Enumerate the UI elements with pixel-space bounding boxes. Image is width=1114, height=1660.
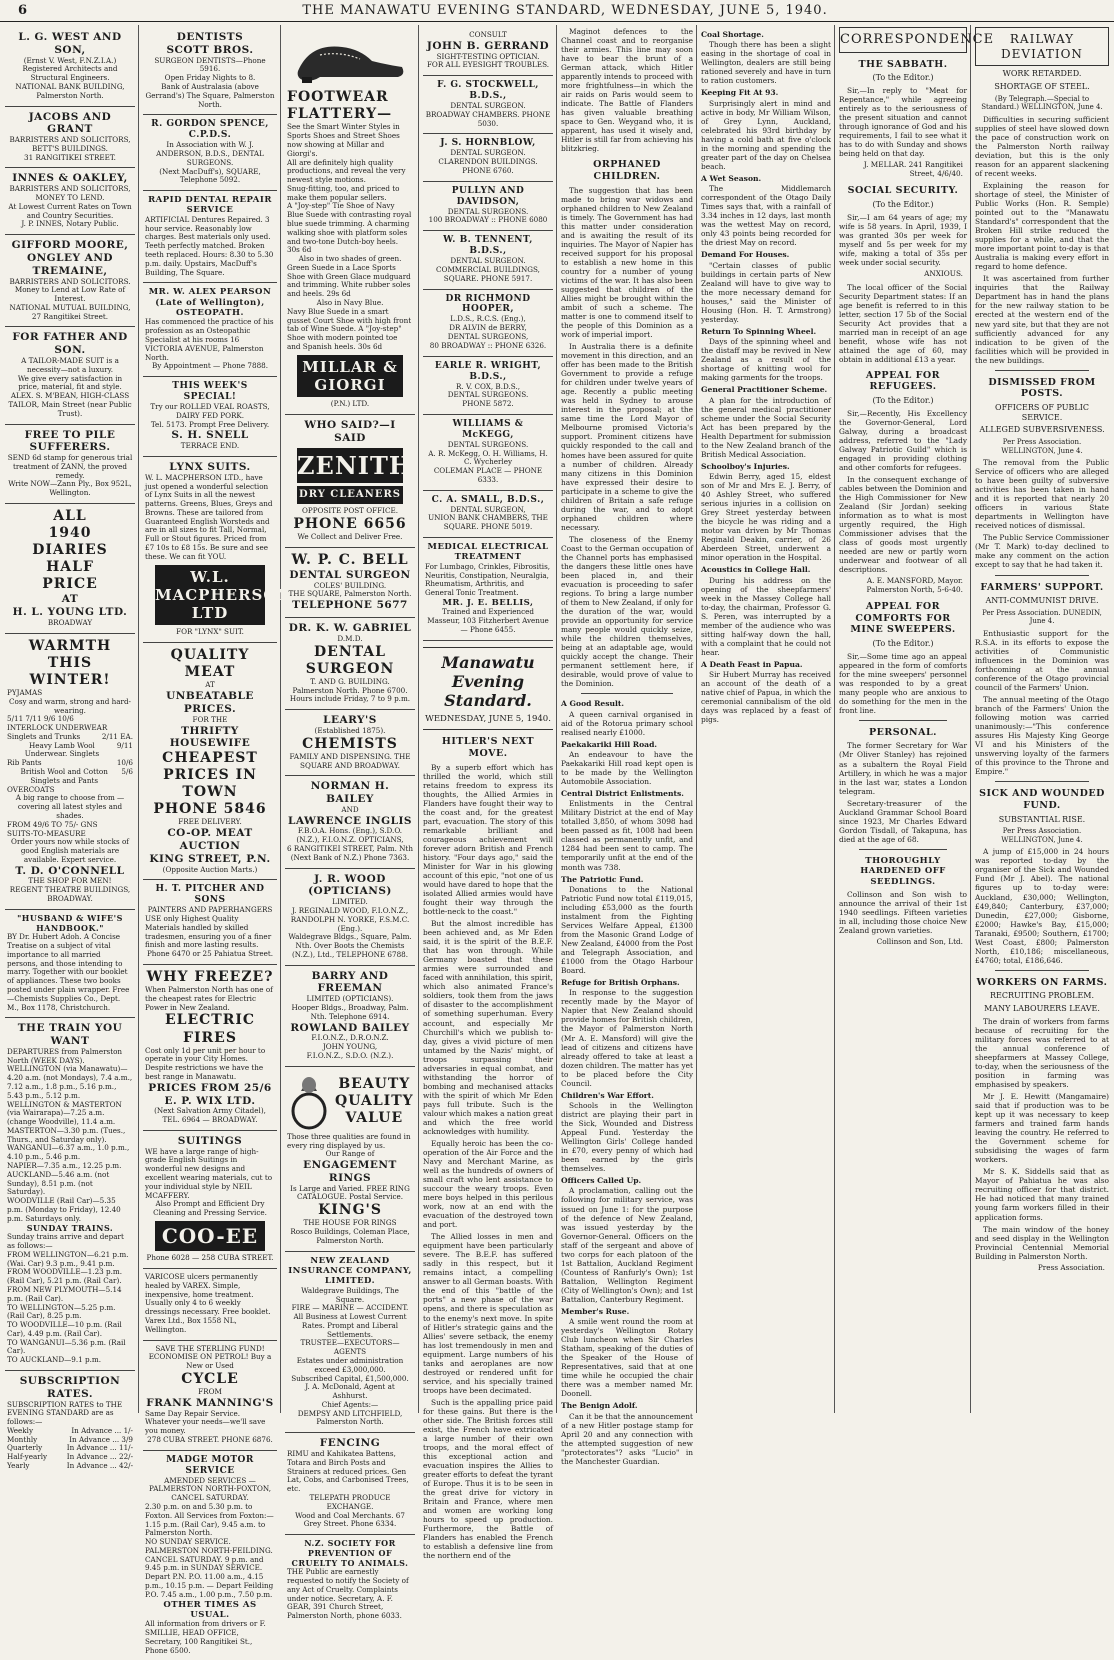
train-line: Sunday trains arrive and depart as follows:—: [7, 1232, 124, 1251]
kings-rings-advert: BEAUTY QUALITY VALUE Those three qualities are found in every ring displayed by us. Our Range of ENGAGEMENT RINGS Is Large and Varied. FREE RING CATALOGUE. Postal Service. KING'S THE HOUSE FOR RINGS Rosco Buildings, Coleman Place, Palmerston North.: [285, 1067, 415, 1252]
pitcher-advert: H. T. PITCHER AND SONS PAINTERS AND PAPERHANGERS USE only Highest Quality Materials handled by skilled tradesmen, ensuring you of a finer finish and more lasting results. Phone 6470 or 25 Pahiatua Street.: [143, 880, 277, 965]
news-note-text: A proclamation, calling out the following for military service, was issued on June 1: for the purpose of the defence of New Zealand, was issued yesterday by the Governor-General. Officers on the staff of the sergeant and above of two corps for each platoon of the 1st Battalion, Auckland Regiment (Countess of Ranfurly's Own); 1st Battalion, Wellington Regiment (City of Wellington's Own); and 1st Battalion, Canterbury Regiment.: [561, 1186, 693, 1304]
classified-advert: FREE TO PILE SUFFERERS. SEND 6d stamp for generous trial treatment of ZANN, the proved remedy. Write NOW—Zann Ply., Box 952L, Wellington.: [5, 425, 135, 505]
rate-row: Half-yearly In Advance ... 22/-: [7, 1452, 133, 1462]
editorial-masthead: Manawatu Evening Standard. WEDNESDAY, JUNE 5, 1940.: [423, 647, 553, 731]
pearson-advert: MR. W. ALEX PEARSON (Late of Wellington), OSTEOPATH. Has commenced the practice of his profession as an Osteopathic Specialist at his rooms 16 VICTORIA AVENUE, Palmerston North. By Appointment — Phone 7888.: [143, 283, 277, 377]
dentist-advert: F. G. STOCKWELL, B.D.S., DENTAL SURGEON. BROADWAY CHAMBERS. PHONE 5030.: [423, 76, 553, 134]
nz-insurance-advert: NEW ZEALAND INSURANCE COMPANY, LIMITED. Waldegrave Buildings, The Square. FIRE — MARINE — ACCIDENT. All Business at Lowest Current Rates. Prompt and Liberal Settlements. TRUSTEE—EXECUTORS—AGENTS Estates under administration exceed £3,000,000. Subscribed Capital, £1,500,000. J. A. McDonald, Agent at Ashhurst. Chief Agents:— DEMPSY AND LITCHFIELD, Palmerston North.: [285, 1252, 415, 1434]
dentist-advert: C. A. SMALL, B.D.S., DENTAL SURGEON, UNION BANK CHAMBERS, THE SQUARE. PHONE 5019.: [423, 491, 553, 538]
classified-advert: L. G. WEST AND SON, (Ernst V. West, F.N.Z.I.A.) Registered Architects and Structural Engineers. NATIONAL BANK BUILDING, Palmerston North.: [5, 27, 135, 107]
bell-advert: W. P. C. BELL DENTAL SURGEON COLES' BUILDING. THE SQUARE, Palmerston North. TELEPHONE 5677: [285, 548, 415, 618]
dentist-advert: EARLE R. WRIGHT, B.D.S., R. V. COX, B.D.S., DENTAL SURGEONS. PHONE 5872.: [423, 357, 553, 415]
lynx-suits-advert: LYNX SUITS. W. L. MACPHERSON LTD., have just opened a wonderful selection of Lynx Suits in all the newest patterns. Greens, Blues, Greys and Browns. These are tailored from Guaranteed English Worsteds and are in all sizes to fit Tall, Normal, Full or Stout figures. Priced from £7 10s to £8 15s. Be sure and see these. We can fit YOU. W.L. MACPHERSON LTD FOR "LYNX" SUIT.: [143, 457, 277, 643]
train-line: FROM WELLINGTON—6.21 p.m. (Wai. Car) 9.3 p.m., 9.41 p.m.: [7, 1249, 129, 1268]
news-note-text: A queen carnival organised in aid of the Rotorua primary school realised nearly £1000.: [561, 709, 693, 737]
classified-advert: GIFFORD MOORE, ONGLEY AND TREMAINE, BARRISTERS AND SOLICITORS. Money to Lend at Low Rate of Interest. NATIONAL MUTUAL BUILDING, 27 Rangitikei Street.: [5, 235, 135, 327]
diaries-advert: ALL 1940 DIARIES HALF PRICE AT H. L. YOUNG LTD. BROADWAY: [5, 504, 135, 634]
price-row: Singlets and Trunks 2/11 EA.: [7, 731, 133, 741]
news-note-text: Schools in the Wellington district are playing their part in the Sick, Wounded and Distress Appeal Fund. Yesterday the Wellington Girls' College handed in £70, every penny of which had been earned by the girls themselves.: [561, 1100, 693, 1174]
bailey-inglis-advert: NORMAN H. BAILEY AND LAWRENCE INGLIS F.B.O.A. Hons. (Eng.), S.D.O. (N.Z.), F.I.O.N.Z. OPTICIANS, 6 RANGITIKEI STREET, Palm. Nth (Next Bank of N.Z.) Phone 7363.: [285, 776, 415, 868]
dentist-advert: PULLYN AND DAVIDSON, DENTAL SURGEONS. 100 BROADWAY :: PHONE 6080: [423, 182, 553, 232]
dentist-advert: DR RICHMOND HOOPER, L.D.S., R.C.S. (Eng.), DR ALVIN de BERRY, DENTAL SURGEONS, 80 BROADWAY :: PHONE 6326.: [423, 290, 553, 357]
dentist-advert: J. S. HORNBLOW, DENTAL SURGEON. CLARENDON BUILDINGS. PHONE 6760.: [423, 134, 553, 181]
correspondence-heading: CORRESPONDENCE: [839, 27, 967, 53]
spca-advert: N.Z. SOCIETY FOR PREVENTION OF CRUELTY TO ANIMALS. THE Public are earnestly requested to notify the Society of any Act of Cruelty. Complaints under notice. Secretary, A. F. GEAR, 391 Church Street, Palmerston North, phone 6033.: [287, 1538, 409, 1621]
page-header: [0, 0, 1114, 22]
dentist-advert: W. B. TENNENT, B.D.S., DENTAL SURGEON. COMMERCIAL BUILDINGS, SQUARE. PHONE 5917.: [423, 231, 553, 289]
news-note-heading: Refuge for British Orphans.: [561, 978, 680, 988]
column-5: [558, 27, 696, 1466]
editorial-paragraph: But the almost incredible has been achieved and, as Mr Eden said, it is the spirit of the B.E.F. that has won through. While Germany boasted that these armies were surrounded and faced with annihilation, this spirit, which also animated France's soldiers, took them from the jaws of disaster to the accomplishment of something superhuman. Every account, and especially Mr Churchill's which we publish to-day, gives a vivid picture of men untamed by the Nazis' might, of troops surpassing their adversaries in equal combat, and withstanding the horror of bombing and mechanised attacks with the spirit of which Mr Eden pays full tribute. Such is the valour which makes a nation great and which the free world acknowledges with humility.: [423, 919, 553, 1136]
ring-illustration: [287, 1071, 331, 1133]
price-row: OVERCOATS: [7, 784, 55, 794]
editorial-paragraph: By a superb effort which has thrilled the world, which still retains freedom to express its thoughts, the Allied Armies in Flanders have fought their way to the coast and, for the greatest part, evacuation. The story of this remarkable brilliant and courageous achievement will forever adorn British and French history. "Four days ago," said the Minister for War in his glowing account of this epic, "not one of us would have dared to hope that the isolated Allied armies would have fought their way through the bottle-neck to the coast.": [423, 762, 553, 917]
train-line: MASTERTON—3.30 p.m. (Tues., Thurs., and Saturday only).: [7, 1125, 126, 1144]
news-note-text: An endeavour to have the Paekakariki Hill road kept open is to be made by the Wellington Automobile Association.: [561, 749, 693, 786]
jr-wood-advert: J. R. WOOD (OPTICIANS) LIMITED. J. REGINALD WOOD, F.I.O.N.Z., RANDOLPH N. YORKE, F.S.M.C. (Eng.). Waldegrave Bldgs., Square, Palm. Nth. Over Boots the Chemists (N.Z.), Ltd., TELEPHONE 6788.: [285, 869, 415, 966]
train-line: FROM WOODVILLE—1.23 p.m. (Rail Car), 5.21 p.m. (Rail Car).: [7, 1267, 123, 1286]
price-row: SUITS-TO-MEASURE: [7, 828, 86, 838]
classified-advert: INNES & OAKLEY, BARRISTERS AND SOLICITORS, MONEY TO LEND. At Lowest Current Rates on Town and Country Securities. J. P. INNES, Notary Public.: [5, 168, 135, 235]
macpherson-logo: W.L. MACPHERSON LTD: [155, 565, 265, 626]
fencing-advert: FENCING RIMU and Kahikatea Battens, Totara and Birch Posts and Strainers at reduced prices. Gen Lat, Cobs, and Carbonised Trees, etc. TELEPATH PRODUCE EXCHANGE. Wood and Coal Merchants. 67 Grey Street. Phone 6334.: [285, 1433, 415, 1535]
editorial-paragraph: The Allied losses in men and equipment have been particularly severe. The B.E.F. has suffered sadly in this respect, but it remains intact, a compelling answer to all German boasts. With the end of this "battle of the ports" a new phase of the war opens, and there is speculation as to the enemy's next move. In spite of Hitler's strategic gains and the Allies' severe setback, the enemy has lost tremendously in men and equipment. Large numbers of his tanks and aeroplanes are now destroyed or rendered unfit for service, and his specially trained troops have been decimated.: [423, 1232, 553, 1395]
warmth-advert: WARMTH THIS WINTER! PYJAMAS Cosy and warm, strong and hard-wearing. 5/11 7/11 9/6 10/6 INTERLOCK UNDERWEAR Singlets and Trunks 2/11 EA. Heavy Lamb Wool Underwear. Singlets 9/11 Rib Pants 10/6 British Wool and Cotton Singlets and Pants 5/6 OVERCOATS A big range to choose from — covering all latest styles and shades. FROM 49/6 TO 75/- GNS SUITS-TO-MEASURE Order yours now while stocks of good English materials are available. Expert service. T. D. O'CONNELL THE SHOP FOR MEN! REGENT THEATRE BUILDINGS, BROADWAY.: [5, 634, 135, 910]
editorial-paragraph: Maginot defences to the Channel coast and to reorganise their armies. This line may soon have to bear the brunt of a German attack, which Hitler apparently intends to proceed with more frightfulness—in which the air raids on Paris would seem to indicate. The Battle of Flanders has given valuable breathing space to Gen. Weygand who, it is apparent, has used it wisely and, Hitler is still far from achieving his blitzkrieg.: [561, 27, 693, 154]
classified-advert: JACOBS AND GRANT BARRISTERS AND SOLICITORS, BETT'S BUILDINGS. 31 RANGITIKEI STREET.: [5, 107, 135, 169]
editorial-paragraph: Such is the appalling price paid for these gains. But there is the other side. The British forces still exist, the French have extricated a large number of their own troops, and the moral effect of this exceptional action and evacuation inspires the Allies to greater efforts to defeat the tyrant of Europe. Thus it is to be seen in the great drive for victory in Britain and France, where men and women are working long hours to speed up production. Furthermore, the Battle of Flanders has enabled the French to establish a defensive line from the northern end of the: [423, 1397, 553, 1561]
news-note-heading: Member's Ruse.: [561, 1306, 630, 1316]
train-line: AUCKLAND—5.46 a.m. (not Sunday), 8.51 p.m. (not Saturday).: [7, 1169, 110, 1197]
suitings-advert: SUITINGS WE have a large range of high-grade English Suitings in wonderful new designs and excellent wearing materials, cut to your individual style by NEIL MCAFFERY. Also Prompt and Efficient Dry Cleaning and Pressing Service. COO-EE Phone 6028 — 258 CUBA STREET.: [143, 1131, 277, 1269]
train-line: TO WOODVILLE—10 p.m. (Rail Car), 4.49 p.m. (Rail Car).: [7, 1320, 122, 1338]
page-title: THE MANAWATU EVENING STANDARD, WEDNESDAY, JUNE 5, 1940.: [302, 3, 828, 18]
price-row: INTERLOCK UNDERWEAR: [7, 723, 108, 733]
page-number: 6: [18, 3, 29, 18]
news-note-heading: The Benign Adolf.: [561, 1401, 638, 1411]
price-row: FROM 49/6 TO 75/- GNS: [7, 819, 98, 829]
column-6: Coal Shortage. Though there has been a slight easing in the shortage of coal in Wellington, dealers are still being rationed severely and have in turn to ration customers. Keeping Fit At 93. Surprisingly alert in mind and active in body, Mr William Wilson, of Grey Lynn, Auckland, celebrated his 93rd birthday by having a cold bath at five o'clock in the morning and spending the greater part of the day on Chelsea beach. A Wet Season. The Middlemarch correspondent of the Otago Daily Times says that, with a rainfall of 3.34 inches in 12 days, last month was the wettest May on record, only 43 points being recorded for the driest May on record. Demand For Houses. "Certain classes of public buildings in certain parts of New Zealand will have to give way to the more necessary demand for houses," said the Minister of Housing (Hon. H. T. Armstrong) yesterday. Return To Spinning Wheel. Days of the spinning wheel and the distaff may be revived in New Zealand as a result of the shortage of knitting wool for making garments for the troops. General Practitioner Scheme. A plan for the introduction of the general medical practitioner scheme under the Social Security Act has been prepared by the Health Department for submission to the New Zealand branch of the British Medical Association. Schoolboy's Injuries. Edwin Berry, aged 15, eldest son of Mr and Mrs E. J. Berry, of 40 Ashley Street, who suffered serious injuries in a collision on Grey Street yesterday between the bicycle he was riding and a motor van driven by Mr Thomas Reginald Deakin, carrier, of 26 Aberdeen Street, underwent a minor operation in the Hospital. Acoustics in College Hall. During his address on the opening of the sheepfarmers' week in the Massey College hall to-day, the chairman, Professor G. S. Peren, was interrupted by a member of the audience who was sitting half-way down the hall, with a complaint that he could not hear. A Death Feast in Papua. Sir Hubert Murray has received an account of the death of a native chief of Papua, in which the ceremonial cannibalism of the old days was replaced by a feast of pigs.: [701, 30, 831, 725]
column-1: [2, 27, 138, 1471]
train-line: TO WANGANUI—5.36 p.m. (Rail Car).: [7, 1337, 126, 1356]
editorial-paragraph: The closeness of the Enemy Coast to the German occupation of the Channel ports has emphasised the dangers these little ones have been placed in, and their evacuation is proceeding to safer regions. To bring a large number of them to New Zealand, if only for the duration of the war, would provide an opportunity for service many people would quickly seize, while the children themselves, being at an adaptable age, would quickly accept the change. Their permanent settlement here, if desirable, would prove of value to the Dominion.: [561, 534, 693, 689]
railway-deviation-heading: RAILWAY DEVIATION: [975, 27, 1109, 66]
orphaned-children-heading: ORPHANED CHILDREN.: [593, 159, 661, 183]
news-note-heading: Officers Called Up.: [561, 1176, 642, 1186]
column-3: [282, 27, 418, 1621]
learys-advert: LEARY'S (Established 1875). CHEMISTS FAMILY AND DISPENSING. THE SQUARE AND BROADWAY.: [285, 710, 415, 776]
news-note-text: A smile went round the room at yesterday's Wellington Rotary Club luncheon when Sir Charles Statham, speaking of the duties of the Speaker of the House of Representatives, said that at one time while he occupied the chair there was a member named Mr. Doonell.: [561, 1317, 693, 1399]
millar-giorgi-logo: MILLAR & GIORGI: [297, 355, 403, 398]
meat-advert: QUALITY MEAT AT UNBEATABLE PRICES. FOR THE THRIFTY HOUSEWIFE CHEAPEST PRICES IN TOWN PHONE 5846 FREE DELIVERY. CO-OP. MEAT AUCTION KING STREET, P.N. (Opposite Auction Marts.): [143, 643, 277, 880]
handbook-advert: "HUSBAND & WIFE'S HANDBOOK." BY Dr. Hubert Adoh. A Concise Treatise on a subject of vital importance to all married persons, and those intending to marry. Together with our booklet of appliances. These two books posted under plain wrapper. Free—Chemists Supplies Co., Dept. M., Box 1178, Christchurch.: [5, 910, 135, 1019]
news-note-heading: Central District Enlistments.: [561, 789, 684, 799]
train-timetable: THE TRAIN YOU WANT DEPARTURES from Palmerston North (WEEK DAYS). WELLINGTON (via Manawatu)—4.20 a.m. (not Mondays), 7.4 a.m., 7.12 a.m., 1.8 p.m., 5.16 p.m., 5.43 p.m., 5.12 p.m. WELLINGTON & MASTERTON (via Wairarapa)—7.25 a.m. (change Woodville), 11.4 a.m. MASTERTON—3.30 p.m. (Tues., Thurs., and Saturday only). WANGANUI—6.37 a.m., 1.0 p.m., 4.10 p.m., 5.46 p.m. NAPIER—7.35 a.m., 12.25 p.m. AUCKLAND—5.46 a.m. (not Sunday), 8.51 p.m. (not Saturday). WOODVILLE (Rail Car)—5.35 p.m. (Monday to Friday), 12.40 p.m. Saturdays only. SUNDAY TRAINS. Sunday trains arrive and depart as follows:— FROM WELLINGTON—6.21 p.m. (Wai. Car) 9.3 p.m., 9.41 p.m. FROM WOODVILLE—1.23 p.m. (Rail Car), 5.21 p.m. (Rail Car). FROM NEW PLYMOUTH—5.14 p.m. (Rail Car). TO WELLINGTON—5.25 p.m. (Rail Car), 8.25 p.m. TO WOODVILLE—10 p.m. (Rail Car), 4.49 p.m. (Rail Car). TO WANGANUI—5.36 p.m. (Rail Car). TO AUCKLAND—9.1 p.m.: [5, 1018, 135, 1371]
gordon-spence-advert: R. GORDON SPENCE, C.P.D.S. In Association with W. J. ANDERSON, B.D.S., DENTAL SURGEONS. (Next MacDuff's), SQUARE, Telephone 5092.: [143, 115, 277, 191]
news-note-text: Donations to the National Patriotic Fund now total £119,015, including £53,000 as the fourth instalment from the Fighting Services Welfare Appeal, £1300 from the Masonic Grand Lodge of New Zealand, £4000 from the Post and Telegraph Association, and £1000 from the Otago Harbour Board.: [561, 884, 693, 976]
scott-bros-advert: DENTISTS SCOTT BROS. SURGEON DENTISTS—Phone 5916. Open Friday Nights to 8. Bank of Australasia (above Gerrand's) The Square, Palmerston North.: [143, 27, 277, 115]
price-row: PYJAMAS: [7, 688, 43, 697]
train-line: NAPIER—7.35 a.m., 12.25 p.m.: [7, 1161, 122, 1171]
price-row: Order yours now while stocks of good English materials are available. Expert service.: [11, 837, 129, 864]
editorial-paragraph: The suggestion that has been made to bring war widows and orphaned children to New Zealand is timely. The Government has had this matter under consideration and is awaiting the result of its inquiries. The Mayor of Napier has received support for his proposal to establish a new home in this country for a number of young victims of the war. It has also been suggested that children of the Allies might be brought within the ambit of such a scheme. The matter is one to commend itself to the people of this Dominion as a work of imperial import.: [561, 185, 693, 340]
gerrand-advert: CONSULT JOHN B. GERRAND SIGHT-TESTING OPTICIAN. FOR ALL EYESIGHT TROUBLES.: [423, 27, 553, 76]
rate-row: Weekly In Advance ... 1/-: [7, 1425, 133, 1435]
madge-motor-advert: MADGE MOTOR SERVICE AMENDED SERVICES — PALMERSTON NORTH-FOXTON, CANCEL SATURDAY. 2.30 p.m. on and 5.30 p.m. to Foxton. All Services from Foxton:— 1.15 p.m. (Rail Car), 9.45 a.m. to Palmerston North. NO SUNDAY SERVICE. PALMERSTON NORTH-FEILDING. CANCEL SATURDAY. 9 p.m. and 9.45 p.m. in SUNDAY SERVICE. Depart P.N. P.O. 11.00 a.m., 4.15 p.m., 10.15 p.m. — Depart Feilding P.O. 7.45 a.m., 1.00 p.m., 7.50 p.m. OTHER TIMES AS USUAL. All information from drivers or F. SMILLIE, HEAD OFFICE, Secretary, 100 Rangitikei St., Phone 6500.: [145, 1454, 274, 1655]
news-note-heading: A Good Result.: [561, 699, 625, 709]
column-8: RAILWAY DEVIATION WORK RETARDED. SHORTAGE OF STEEL. (By Telegraph.—Special to Standard.) WELLINGTON, June 4. Difficulties in securing sufficient supplies of steel have slowed down the pace of construction work on the Palmerston North railway deviation, but this is the only reason for an apparent slackening of recent weeks. Explaining the reason for shortage of steel, the Minister of Public Works (Hon. R. Semple) pointed out to the "Manawatu Standard's" correspondent that the Broken Hill strike reduced the supplies for a while, and that the more important point to-day is that Australia is making every effort in regard to home defence. It was ascertained from further inquiries that the Railway Department has in hand the plans for the new railway station to be erected at the western end of the new yard site, but that they are not sufficiently advanced for any indication to be given of the facilities which will be provided in the new buildings. DISMISSED FROM POSTS. OFFICERS OF PUBLIC SERVICE. ALLEGED SUBVERSIVENESS. Per Press Association. WELLINGTON, June 4. The removal from the Public Service of officers who are alleged to have been guilty of subversive activities has been taken in hand and it is reported that nearly 20 officers in various State departments in Wellington have received notices of dismissal. The Public Service Commissioner (Mr T. Mark) to-day declined to make any comment on the action except to say that he had taken it. FARMERS' SUPPORT. ANTI-COMMUNIST DRIVE. Per Press Association. DUNEDIN, June 4. Enthusiastic support for the R.S.A. in its efforts to expose the activities of Communistic influences in the Dominion was forthcoming at the annual conference of the Otago provincial council of the Farmers' Union. The annual meeting of the Otago branch of the Farmers' Union the following motion was carried unanimously:—"This conference assures His Majesty King George VI and his Ministers of the unswerving loyalty of the farmers of this province to the Throne and Empire." SICK AND WOUNDED FUND. SUBSTANTIAL RISE. Per Press Association. WELLINGTON, June 4. A jump of £15,000 in 24 hours was reported to-day by the organiser of the Sick and Wounded Fund (Mr J. Abel). The national figures up to to-day were: Auckland, £30,000; Wellington, £49,840; Canterbury, £37,000; Dunedin, £27,000; Gisborne, £2000; Hawke's Bay, £15,000; Taranaki, £9500; Southern, £1700; West Coast, £800; Palmerston North, £10,186; miscellaneous, £4760; total, £186,646. WORKERS ON FARMS. RECRUITING PROBLEM. MANY LABOURERS LEAVE. The drain of workers from farms because of recruiting for the military forces was referred to at the annual conference of sheepfarmers at Massey College, to-day, when the seriousness of the position in farming was emphasised by speakers. Mr J. E. Hewitt (Mangamaire) said that if production was to be kept up it was necessary to keep farmers and trained farm hands leaving the country. He referred to the Government scheme for subsidising the wages of farm workers. Mr S. K. Siddells said that as Mayor of Pahiatua he was also recruiting officer for that district. He had noticed that many trained young farm workers filled in their application forms. The main window of the honey and seed display in the Wellington Provincial Centennial Memorial Building in Palmerston North. Press Association.: [972, 27, 1112, 1413]
news-note-text: In response to the suggestion recently made by the Mayor of Napier that New Zealand should provide homes for British children, the Mayor of Palmerston North (Mr A. E. Mansford) will give the lead of citizens and citizens have already offered to take at least a dozen children. The matter has yet to be placed before the City Council.: [561, 988, 693, 1088]
train-line: WELLINGTON & MASTERTON (via Wairarapa)—7.25 a.m. (change Woodville), 11.4 a.m.: [7, 1099, 122, 1127]
train-line: WELLINGTON (via Manawatu)—4.20 a.m. (not Mondays), 7.4 a.m., 7.12 a.m., 1.8 p.m., 5.16 p.m., 5.43 p.m., 5.12 p.m.: [7, 1064, 133, 1100]
electric-fires-advert: WHY FREEZE? When Palmerston North has one of the cheapest rates for Electric Power in New Zealand. ELECTRIC FIRES Cost only 1d per unit per hour to operate in your City Homes. Despite restrictions we have the best range in Manawatu. PRICES FROM 25/6 E. P. WIX LTD. (Next Salvation Army Citadel), TEL. 6964 — BROADWAY.: [143, 965, 277, 1131]
train-line: WOODVILLE (Rail Car)—5.35 p.m. (Monday to Friday), 12.40 p.m. Saturdays only.: [7, 1196, 121, 1223]
gabriel-advert: DR. K. W. GABRIEL D.M.D. DENTAL SURGEON T. AND G. BUILDING. Palmerston North. Phone 6700. Hours include Friday, 7 to 9 p.m.: [285, 618, 415, 710]
medical-electrical-advert: MEDICAL ELECTRICAL TREATMENT For Lumbago, Crinkles, Fibrositis, Neuritis, Constipation, Neuralgia, Rheumatism, Arthritis, and General Tonic Treatment. MR. J. E. BELLIS, Trained and Experienced Masseur, 103 Fitzherbert Avenue — Phone 6455.: [423, 538, 553, 641]
cycle-advert: SAVE THE STERLING FUND! ECONOMISE ON PETROL! Buy a New or Used CYCLE FROM FRANK MANNING'S Same Day Repair Service. Whatever your needs—we'll save you money. 278 CUBA STREET. PHONE 6876.: [143, 1341, 277, 1451]
news-note-heading: Paekakariki Hill Road.: [561, 739, 658, 749]
price-row: Heavy Lamb Wool Underwear. Singlets 9/11: [24, 740, 133, 759]
column-4: [420, 27, 556, 1561]
barry-freeman-advert: BARRY AND FREEMAN LIMITED (OPTICIANS). Hooper Bldgs., Broadway, Palm. Nth. Telephone 6914. ROWLAND BAILEY F.I.O.N.Z., D.R.O.N.Z. JOHN YOUNG, F.I.O.N.Z., S.D.O. (N.Z.).: [285, 966, 415, 1067]
varex-advert: VARICOSE ulcers permanently healed by VAREX. Simple, inexpensive, home treatment. Usually only 4 to 6 weekly dressings necessary. Free booklet. Varex Ltd., Box 1558 NL, Wellington.: [143, 1269, 277, 1340]
train-line: TO AUCKLAND—9.1 p.m.: [7, 1355, 101, 1365]
price-row: Rib Pants 10/6: [7, 758, 133, 768]
rate-row: Yearly In Advance ... 42/-: [7, 1461, 133, 1471]
price-row: A big range to choose from — covering all latest styles and shades.: [15, 793, 125, 820]
train-line: TO WELLINGTON—5.25 p.m. (Rail Car), 8.25 p.m.: [7, 1302, 116, 1321]
rapid-dental-advert: RAPID DENTAL REPAIR SERVICE ARTIFICIAL Dentures Repaired. 3 hour service. Reasonably low charges. Best materials only used. Teeth perfectly matched. Broken teeth replaced. Hours: 8.30 to 5.30 p.m. daily. Upstairs, MacDuff's Building, The Square.: [143, 191, 277, 283]
rate-row: Quarterly In Advance ... 11/-: [7, 1443, 133, 1453]
editorial-paragraph: In Australia there is a definite movement in this direction, and an offer has been made to the British Government to provide a refuge for children under twelve years of age. Recently a public meeting was held in Sydney to arouse interest in the proposal; at the same time the Lord Mayor of Melbourne promised Victoria's support. Prominent citizens have quickly responded to the call and homes have been assured for quite a number of children. Already many citizens in this Dominion have expressed their desire to participate in a scheme to give the children of Britain a safe refuge during the war, and to adopt orphaned children where necessary.: [561, 342, 693, 532]
news-note-heading: Children's War Effort.: [561, 1090, 654, 1100]
footwear-advert: FOOTWEAR FLATTERY— See the Smart Winter Styles in Sports Shoes and Street Shoes now showing at Millar and Giorgi's. All are definitely high quality productions, and reveal the very newest style motions. Snug-fitting, too, and priced to make them popular sellers. A "Joy-step" Tie Shoe of Navy Blue Suede with contrasting royal blue suede trimming. A charming walking shoe with platform soles and two-tone Dutch-boy heels. 30s 6d Also in two shades of green. Green Suede in a Lace Sports Shoe with Green Glace mudguard and trimming. White rubber soles and heels. 29s 6d Also in Navy Blue. Navy Blue Suede in a smart gusset Court Shoe with high front tab of Wine Suede. A "Joy-step" Shoe with modern pointed toe and Spanish heels. 30s 6d MILLAR & GIORGI (P.N.) LTD.: [285, 27, 415, 415]
column-2: [140, 27, 293, 1655]
train-line: WANGANUI—6.37 a.m., 1.0 p.m., 4.10 p.m., 5.46 p.m.: [7, 1143, 130, 1162]
zenith-logo: ZENITH: [297, 448, 403, 483]
shoe-illustration: [290, 33, 410, 85]
column-7: CORRESPONDENCE THE SABBATH. (To the Editor.) Sir,—In reply to "Meat for Repentance," while agreeing entirely as to the seriousness of the present situation and cannot through ignorance of God and his requirements, I fail to see what it has to do with Sunday and shows being held on that day. J. MELLAR. 241 Rangitikei Street, 4/6/40. SOCIAL SECURITY. (To the Editor.) Sir,—I am 64 years of age; my wife is 58 years. In April, 1939, I was granted 30s per week for myself and 5s per week for my wife, making a total of 35s per week under social security. ANXIOUS. The local officer of the Social Security Department states: If an age benefit is referred to in this letter, section 17 5b of the Social Security Act provides that a married man in receipt of an age benefit, whose wife has not attained the age of 60, may obtain in additional £13 a year. APPEAL FOR REFUGEES. (To the Editor.) Sir,—Recently, His Excellency the Governor-General, Lord Galway, during a broadcast address, referred to the "Lady Galway Patriotic Guild" which is engaged in providing clothing and other comforts for refugees. In the consequent exchange of cables between the Dominion and the High Commissioner for New Zealand (Sir Jordan) seeking information as to what is most urgently required, the High Commissioner advises that the class of goods most urgently needed are new or partly worn underwear and footwear of all descriptions. A. E. MANSFORD, Mayor. Palmerston North, 5-6-40. APPEAL FOR COMFORTS FOR MINE SWEEPERS. (To the Editor.) Sir,—Some time ago an appeal appeared in the form of comforts for the mine sweepers' personnel was responded to by a great many people who are anxious to do something for the men in the front line. PERSONAL. The former Secretary for War (Mr Oliver Stanley) has rejoined as a subaltern the Royal Field Artillery, in which he was a major in the last war, states a London telegram. Secretary-treasurer of the Auckland Grammar School Board since 1923, Mr Charles Edward Gordon Tisdall, of Takapuna, has died at the age of 68. THOROUGHLY HARDENED OFF SEEDLINGS. Collinson and Son wish to announce the arrival of their 1st 1940 seedlings. Fifteen varieties in all, including those choice New Zealand grown varieties. Collinson and Son, Ltd.: [836, 27, 970, 1413]
rate-row: Monthly In Advance ... 3/9: [7, 1434, 133, 1444]
editorial-paragraph: Equally heroic has been the co-operation of the Air Force and the Navy and Merchant Marine, as well as the hundreds of owners of small craft who lent assistance to succour the weary troops. Even mere boys helped in this perilous work, now at an end with the evacuation of the destroyed town and port.: [423, 1138, 553, 1230]
train-line: FROM NEW PLYMOUTH—5.14 p.m. (Rail Car).: [7, 1284, 122, 1303]
dentist-advert: WILLIAMS & McKEGG, DENTAL SURGEONS. A. R. McKegg, O. H. Williams, H. C. Wycherley COLEMAN PLACE — PHONE 6333.: [423, 415, 553, 491]
zenith-advert: WHO SAID?—I SAID ZENITH DRY CLEANERS OPPOSITE POST OFFICE. PHONE 6656 We Collect and Deliver Free.: [285, 415, 415, 548]
classified-advert: FOR FATHER AND SON. A TAILOR-MADE SUIT is a necessity—not a luxury. We give every satisfaction in price, material, fit and style. ALEX. S. M'BEAN, HIGH-CLASS TAILOR, Main Street (near Public Trust).: [5, 327, 135, 424]
subscription-rates: SUBSCRIPTION RATES. SUBSCRIPTION RATES to THE EVENING STANDARD are as follows:— Weekly In Advance ... 1/- Monthly In Advance ... 3/9 Quarterly In Advance ... 11/- Half-yearly In Advance ... 22/- Yearly In Advance ... 42/-: [7, 1374, 133, 1471]
price-row: 5/11 7/11 9/6 10/6: [7, 714, 74, 724]
cooee-logo: COO-EE: [155, 1221, 265, 1251]
news-note-heading: The Patriotic Fund.: [561, 874, 644, 884]
news-note-text: Enlistments in the Central Military District at the end of May totalled 3,850, of whom 3098 had been passed as fit, 1008 had been classed as permanently unfit, and 1284 had been sent to camp. The temporarily unfit at the end of the month was 738.: [561, 799, 693, 872]
weekly-special-advert: THIS WEEK'S SPECIAL! Try our ROLLED VEAL ROASTS, DAIRY FED PORK. Tel. 5173. Prompt Free Delivery. S. H. SNELL TERRACE END.: [143, 377, 277, 457]
editorial-heading: HITLER'S NEXT MOVE.: [441, 736, 535, 760]
price-row: British Wool and Cotton Singlets and Pants 5/6: [20, 767, 133, 785]
news-note-text: Can it be that the announcement of a new Hitler postage stamp for April 20 and any connection with the attempted suggestion of new "protectorates"? asks "Lucio" in the Manchester Guardian.: [561, 1411, 693, 1466]
price-row: Cosy and warm, strong and hard-wearing.: [9, 696, 131, 715]
